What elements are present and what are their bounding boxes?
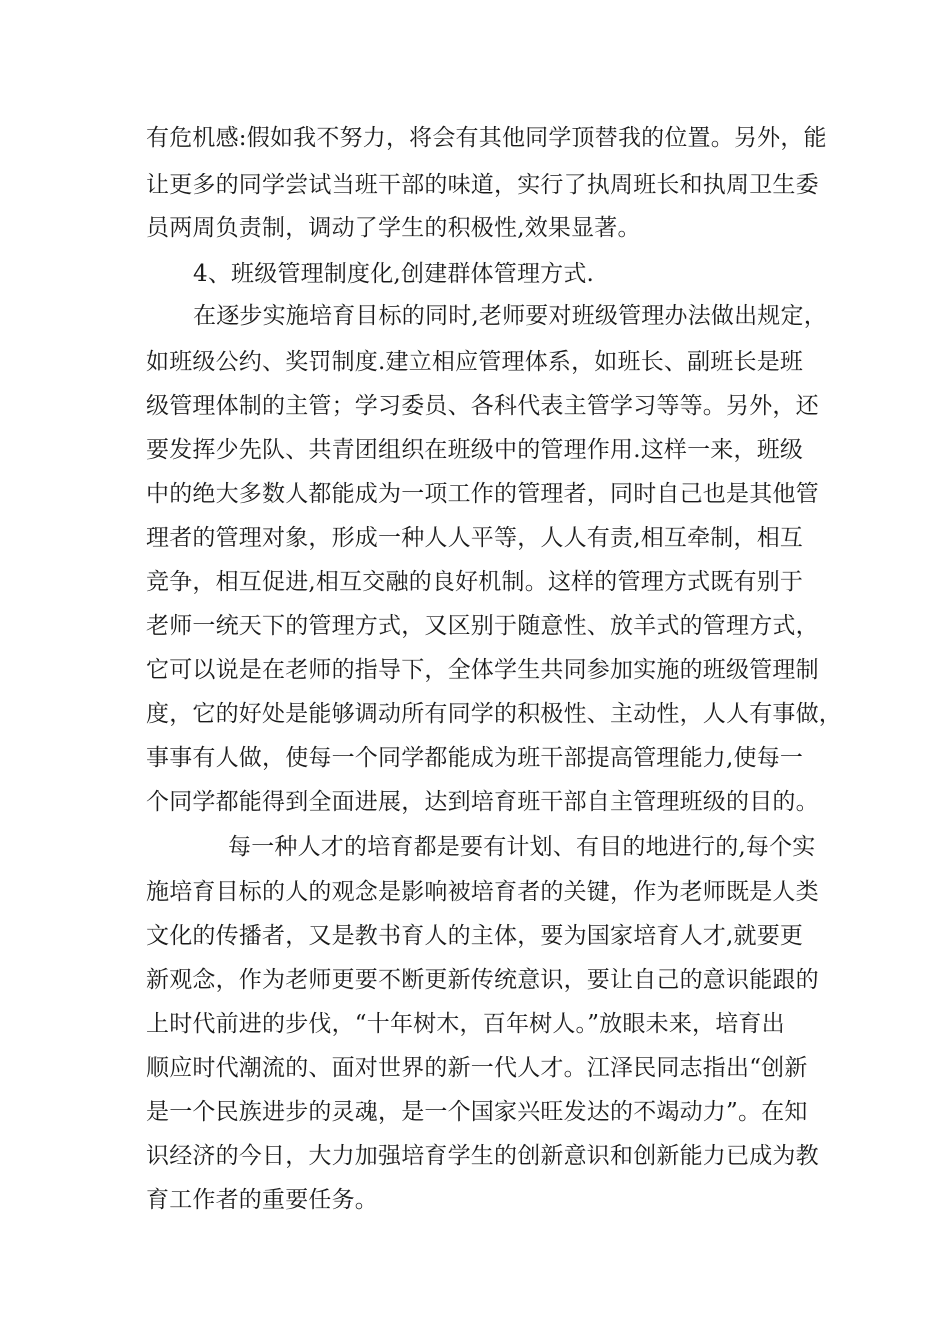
text-line-2: 让更多的同学尝试当班干部的味道，实行了执周班长和执周卫生委 xyxy=(146,172,819,198)
text-line-6: 如班级公约、奖罚制度.建立相应管理体系，如班长、副班长是班 xyxy=(146,349,804,375)
text-line-10: 理者的管理对象，形成一种人人平等，人人有责,相互牵制，相互 xyxy=(146,525,804,551)
text-line-3: 员两周负责制，调动了学生的积极性,效果显著。 xyxy=(146,215,641,241)
text-line-20: 新观念，作为老师更要不断更新传统意识，要让自己的意识能跟的 xyxy=(146,967,819,993)
text-line-25: 育工作者的重要任务。 xyxy=(146,1187,378,1213)
text-line-5: 在逐步实施培育目标的同时,老师要对班级管理办法做出规定， xyxy=(193,303,827,329)
text-line-21: 上时代前进的步伐，“十年树木，百年树人。”放眼未来，培育出 xyxy=(146,1011,785,1037)
text-line-11: 竞争，相互促进,相互交融的良好机制。这样的管理方式既有别于 xyxy=(146,569,804,595)
text-line-19: 文化的传播者，又是教书育人的主体，要为国家培育人才,就要更 xyxy=(146,923,804,949)
text-line-22: 顺应时代潮流的、面对世界的新一代人才。江泽民同志指出“创新 xyxy=(146,1055,808,1081)
text-line-9: 中的绝大多数人都能成为一项工作的管理者，同时自己也是其他管 xyxy=(146,481,819,507)
text-line-17: 每一种人才的培育都是要有计划、有目的地进行的,每个实 xyxy=(228,834,816,860)
text-line-24: 识经济的今日，大力加强培育学生的创新意识和创新能力已成为教 xyxy=(146,1143,819,1169)
text-line-13: 它可以说是在老师的指导下，全体学生共同参加实施的班级管理制 xyxy=(146,657,819,683)
text-line-7: 级管理体制的主管；学习委员、各科代表主管学习等等。另外，还 xyxy=(146,393,819,419)
text-line-15: 事事有人做，使每一个同学都能成为班干部提高管理能力,使每一 xyxy=(146,745,804,771)
text-line-14: 度，它的好处是能够调动所有同学的积极性、主动性，人人有事做， xyxy=(146,701,842,727)
text-line-16: 个同学都能得到全面进展，达到培育班干部自主管理班级的目的。 xyxy=(146,789,819,815)
text-line-8: 要发挥少先队、共青团组织在班级中的管理作用.这样一来，班级 xyxy=(146,437,804,463)
text-line-23: 是一个民族进步的灵魂，是一个国家兴旺发达的不竭动力”。在知 xyxy=(146,1099,808,1125)
section-heading: 4、班级管理制度化,创建群体管理方式. xyxy=(193,261,595,287)
text-line-12: 老师一统天下的管理方式，又区别于随意性、放羊式的管理方式， xyxy=(146,613,819,639)
text-line-1: 有危机感:假如我不努力，将会有其他同学顶替我的位置。另外，能 xyxy=(146,125,827,151)
text-line-18: 施培育目标的人的观念是影响被培育者的关键，作为老师既是人类 xyxy=(146,879,819,905)
